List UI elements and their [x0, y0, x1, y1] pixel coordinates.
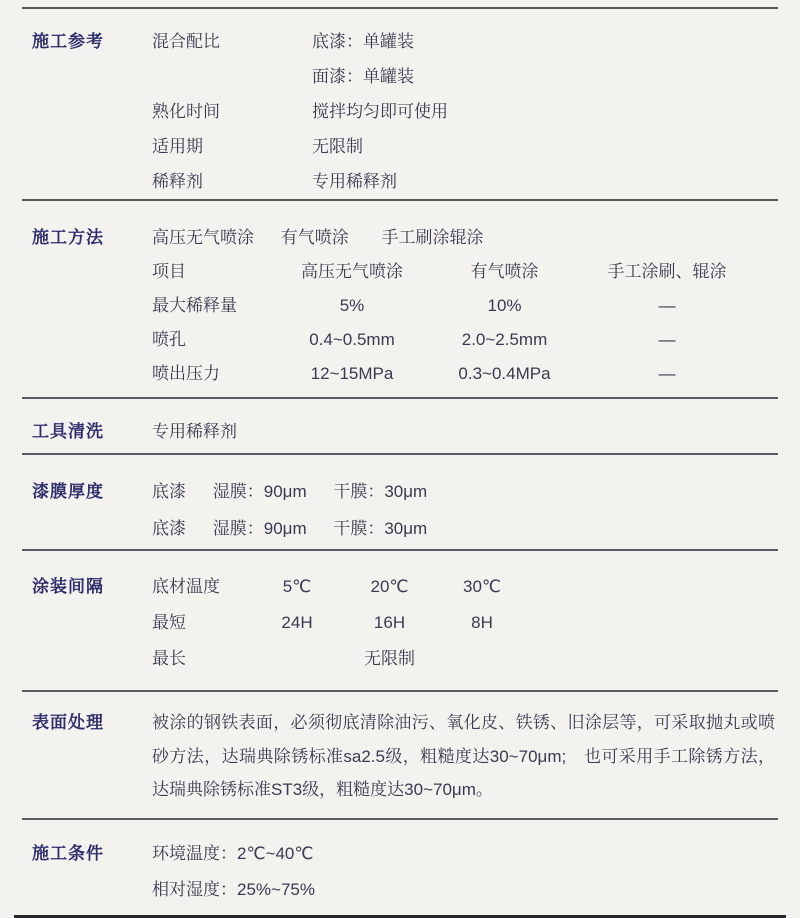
- section-body: [152, 569, 800, 677]
- condition-row: 环境温度：2℃~40℃: [152, 843, 314, 863]
- table-cell: [437, 641, 527, 677]
- row-key: 混合配比: [152, 32, 220, 51]
- surface-treatment-paragraph: 被涂的钢铁表面，必须彻底清除油污、氧化皮、铁锈、旧涂层等，可采取抛丸或喷砂方法，达瑞典除锈标准sa2.5级，粗糙度达30~70μm; 也可采用手工除锈方法，达瑞典除锈标准ST3级，粗糙度达30~70μm。: [152, 713, 775, 799]
- row-key: 熟化时间: [152, 102, 220, 121]
- thickness-row: [152, 473, 800, 510]
- header-cell: 项目: [152, 262, 186, 281]
- row-key: 适用期: [152, 137, 203, 156]
- table-cell: 2.0~2.5mm: [461, 330, 548, 349]
- table-cell: 无限制: [364, 649, 415, 668]
- header-cell: 高压无气喷涂: [301, 262, 403, 281]
- table-cell: 24H: [281, 613, 313, 632]
- row-value: 无限制: [312, 137, 363, 156]
- method-name: 高压无气喷涂: [152, 228, 254, 247]
- table-cell: 16H: [373, 613, 406, 632]
- section-film-thickness: [0, 455, 800, 549]
- section-construction-reference: [0, 9, 800, 199]
- table-cell: 0.3~0.4MPa: [458, 364, 551, 383]
- table-cell: [252, 641, 342, 677]
- section-body: [152, 24, 800, 199]
- row-value: 面漆：单罐装: [312, 67, 414, 86]
- interval-row: [152, 569, 800, 605]
- method-table-row: [152, 289, 800, 323]
- cleaning-value: 专用稀释剂: [152, 422, 237, 441]
- row-key: 最短: [152, 613, 186, 632]
- table-cell: 30℃: [462, 577, 501, 596]
- row-key: 最大稀释量: [152, 296, 237, 315]
- header-cell: 手工涂刷、辊涂: [607, 262, 727, 281]
- method-table-header: [152, 255, 800, 289]
- section-application-method: [0, 201, 800, 397]
- method-table-row: [152, 323, 800, 357]
- section-tool-cleaning: [0, 399, 800, 453]
- wet-film-value: 湿膜：90μm: [212, 519, 307, 538]
- section-label: 漆膜厚度: [32, 482, 104, 501]
- row-value: 底漆：单罐装: [312, 32, 414, 51]
- row-key: [152, 59, 312, 94]
- section-label: 施工方法: [32, 228, 104, 247]
- table-cell: 10%: [487, 296, 522, 315]
- wet-film-value: 湿膜：90μm: [212, 482, 307, 501]
- section-application-conditions: [0, 820, 800, 915]
- condition-row: 相对湿度：25%~75%: [152, 879, 315, 899]
- reference-row: [152, 94, 800, 129]
- reference-row: [152, 24, 800, 59]
- interval-row: [152, 641, 800, 677]
- method-name: 手工刷涂辊涂: [381, 228, 484, 247]
- bottom-thick-rule: [14, 915, 786, 918]
- table-cell: 20℃: [370, 577, 409, 596]
- table-cell: —: [658, 364, 676, 383]
- row-key: 底材温度: [152, 577, 220, 596]
- section-surface-treatment: [0, 692, 800, 818]
- section-label: 施工条件: [32, 843, 104, 863]
- method-table-row: [152, 357, 800, 391]
- section-body: [152, 706, 800, 807]
- section-label: 施工参考: [32, 32, 104, 51]
- section-body: [152, 221, 800, 391]
- table-cell: 12~15MPa: [310, 364, 394, 383]
- thickness-row: [152, 510, 800, 547]
- dry-film-value: 干膜：30μm: [333, 519, 428, 538]
- section-label: 表面处理: [32, 713, 104, 732]
- section-coating-interval: [0, 551, 800, 690]
- reference-row: [152, 59, 800, 94]
- table-cell: —: [658, 330, 676, 349]
- table-cell: —: [658, 296, 676, 315]
- table-cell: 8H: [471, 613, 493, 632]
- table-cell: 5℃: [282, 577, 312, 596]
- row-value: 专用稀释剂: [312, 172, 397, 191]
- header-cell: 有气喷涂: [470, 262, 539, 281]
- row-key: 喷出压力: [152, 364, 220, 383]
- reference-row: [152, 164, 800, 199]
- dry-film-value: 干膜：30μm: [333, 482, 428, 501]
- row-key: 稀释剂: [152, 172, 203, 191]
- row-key: 最长: [152, 649, 186, 668]
- coat-name: 底漆: [152, 482, 186, 501]
- table-cell: 5%: [339, 296, 365, 315]
- section-label: 工具清洗: [32, 422, 104, 441]
- coat-name: 底漆: [152, 519, 186, 538]
- section-body: [152, 836, 800, 908]
- method-name: 有气喷涂: [280, 228, 349, 247]
- table-cell: 0.4~0.5mm: [309, 330, 395, 349]
- row-value: 搅拌均匀即可使用: [312, 102, 448, 121]
- reference-row: [152, 129, 800, 164]
- row-key: 喷孔: [152, 330, 186, 349]
- section-body: [152, 473, 800, 547]
- interval-row: [152, 605, 800, 641]
- methods-line: [152, 221, 800, 255]
- section-label: 涂装间隔: [32, 577, 104, 596]
